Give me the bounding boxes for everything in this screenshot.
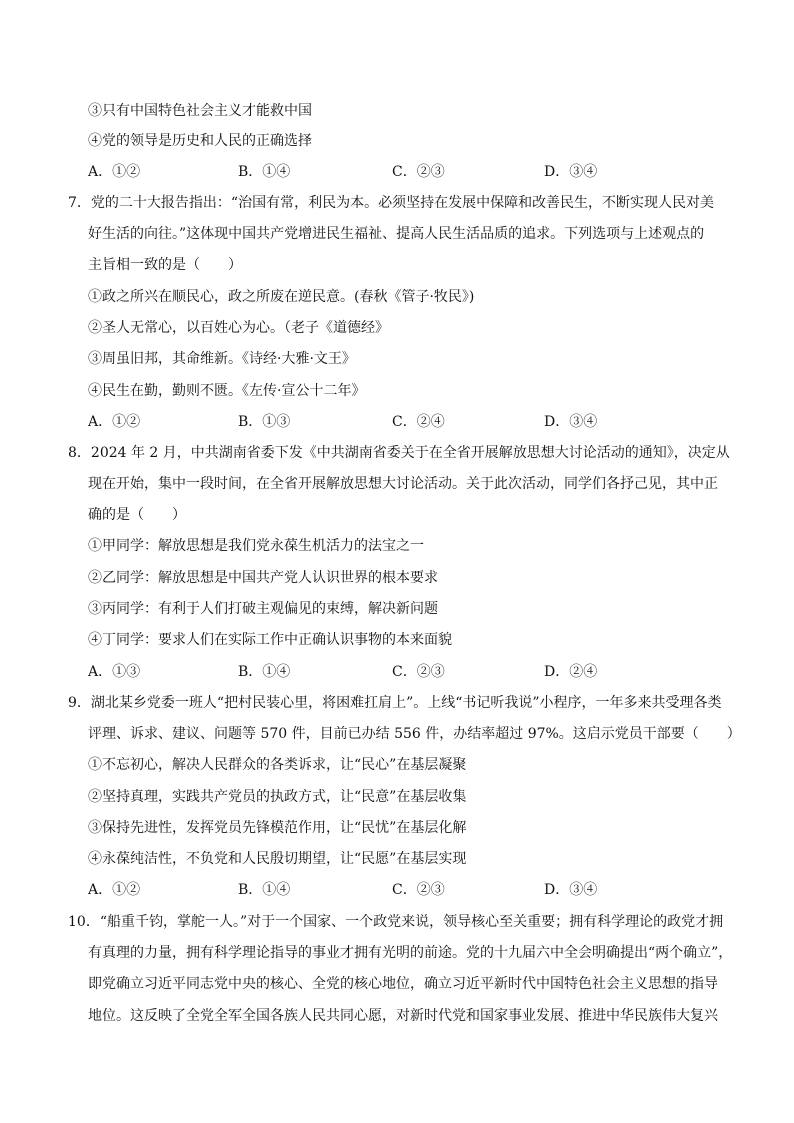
q8-statement-2: ②乙同学：解放思想是中国共产党人认识世界的根本要求 (88, 570, 438, 586)
q8-statement-3: ③丙同学：有利于人们打破主观偏见的束缚，解决新问题 (88, 601, 438, 617)
q9-stem-line-2: 评理、诉求、建议、问题等 570 件，目前已办结 556 件，办结率超过 97%。这启示党员干部要（ ） (88, 726, 741, 742)
q6-statement-4: ④党的领导是历史和人民的正确选择 (88, 133, 312, 149)
q6-option-d[interactable]: D．③④ (544, 164, 598, 180)
q8-option-d[interactable]: D．②④ (544, 664, 598, 680)
q6-option-b[interactable]: B．①④ (238, 164, 291, 180)
q9-option-b[interactable]: B．①④ (238, 882, 291, 898)
q8-statement-1: ①甲同学：解放思想是我们党永葆生机活力的法宝之一 (88, 538, 424, 554)
q6-option-c[interactable]: C．②③ (392, 164, 445, 180)
q7-option-d[interactable]: D．③④ (544, 414, 598, 430)
q7-option-b[interactable]: B．①③ (238, 414, 291, 430)
q7-statement-1: ①政之所兴在顺民心，政之所废在逆民意。(春秋《管子·牧民》) (88, 289, 475, 305)
q7-stem-line-3: 主旨相一致的是（ ） (88, 257, 242, 273)
q7-stem-line-1: 7．党的二十大报告指出：“治国有常，利民为本。必须坚持在发展中保障和改善民生，不断实现人民对美 (68, 195, 715, 211)
q7-statement-4: ④民生在勤，勤则不匮。《左传·宣公十二年》 (88, 383, 366, 399)
q9-statement-3: ③保持先进性，发挥党员先锋模范作用，让“民忧”在基层化解 (88, 820, 467, 836)
q9-option-c[interactable]: C．②③ (392, 882, 445, 898)
q8-stem-line-3: 确的是（ ） (88, 507, 186, 523)
q8-stem-line-1: 8．2024 年 2 月，中共湖南省委下发《中共湖南省委关于在全省开展解放思想大讨论活动的通知》，决定从 (68, 445, 730, 461)
q10-stem-line-4: 地位。这反映了全党全军全国各族人民共同心愿，对新时代党和国家事业发展、推进中华民族伟大复兴 (88, 1008, 718, 1024)
q8-option-b[interactable]: B．①④ (238, 664, 291, 680)
q7-option-a[interactable]: A．①② (88, 414, 141, 430)
q10-stem-line-1: 10．“船重千钧，掌舵一人。”对于一个国家、一个政党来说，领导核心至关重要；拥有科学理论的政党才拥 (68, 914, 724, 930)
q7-stem-line-2: 好生活的向往。”这体现中国共产党增进民生福祉、提高人民生活品质的追求。下列选项与上述观点的 (88, 226, 705, 242)
q6-statement-3: ③只有中国特色社会主义才能救中国 (88, 103, 312, 119)
q7-statement-2: ②圣人无常心，以百姓心为心。（老子《道德经》 (88, 320, 389, 336)
q8-options (88, 662, 768, 682)
q9-option-a[interactable]: A．①② (88, 882, 141, 898)
q9-statement-1: ①不忘初心，解决人民群众的各类诉求，让“民心”在基层凝聚 (88, 757, 467, 773)
q8-stem-line-2: 现在开始，集中一段时间，在全省开展解放思想大讨论活动。关于此次活动，同学们各抒己见，其中正 (88, 476, 718, 492)
q6-options (88, 162, 768, 182)
q8-statement-4: ④丁同学：要求人们在实际工作中正确认识事物的本来面貌 (88, 632, 452, 648)
q6-option-a[interactable]: A．①② (88, 164, 141, 180)
q7-statement-3: ③周虽旧邦，其命维新。《诗经·大雅·文王》 (88, 351, 356, 367)
q10-stem-line-2: 有真理的力量，拥有科学理论指导的事业才拥有光明的前途。党的十九届六中全会明确提出“两个确立”， (88, 945, 733, 961)
q9-options (88, 880, 768, 900)
q9-statement-2: ②坚持真理，实践共产党员的执政方式，让“民意”在基层收集 (88, 789, 467, 805)
q7-options (88, 412, 768, 432)
q10-stem-line-3: 即党确立习近平同志党中央的核心、全党的核心地位，确立习近平新时代中国特色社会主义思想的指导 (88, 976, 718, 992)
q9-option-d[interactable]: D．③④ (544, 882, 598, 898)
q8-option-c[interactable]: C．②③ (392, 664, 445, 680)
q9-stem-line-1: 9．湖北某乡党委一班人“把村民装心里，将困难扛肩上”。上线“书记听我说”小程序，一年多来共受理各类 (68, 695, 722, 711)
q7-option-c[interactable]: C．②④ (392, 414, 445, 430)
q8-option-a[interactable]: A．①③ (88, 664, 141, 680)
q9-statement-4: ④永葆纯洁性，不负党和人民殷切期望，让“民愿”在基层实现 (88, 851, 467, 867)
